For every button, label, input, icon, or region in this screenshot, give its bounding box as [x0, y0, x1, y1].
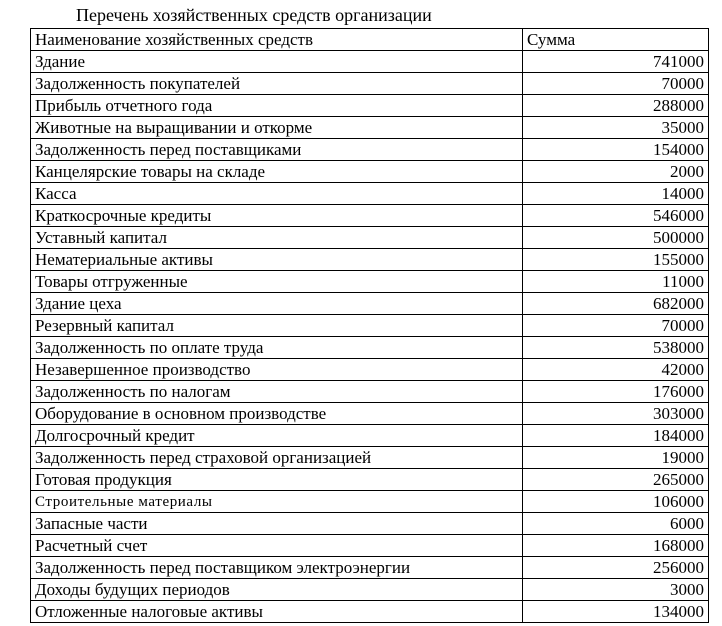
- row-amount: 70000: [523, 315, 709, 337]
- table-row: [31, 117, 709, 139]
- row-amount: 70000: [523, 73, 709, 95]
- row-name: Задолженность покупателей: [31, 73, 523, 95]
- row-amount: 303000: [523, 403, 709, 425]
- row-name: Задолженность по налогам: [31, 381, 523, 403]
- table-row: [31, 381, 709, 403]
- table-row: [31, 535, 709, 557]
- row-name: Задолженность по оплате труда: [31, 337, 523, 359]
- document-title: Перечень хозяйственных средств организации: [76, 5, 432, 25]
- row-name: Оборудование в основном производстве: [31, 403, 523, 425]
- table-row: [31, 579, 709, 601]
- row-amount: 741000: [523, 51, 709, 73]
- table-row: [31, 469, 709, 491]
- row-name: Краткосрочные кредиты: [31, 205, 523, 227]
- row-name: Животные на выращивании и откорме: [31, 117, 523, 139]
- row-amount: 538000: [523, 337, 709, 359]
- table-body: [31, 51, 709, 623]
- table-row: [31, 161, 709, 183]
- row-amount: 14000: [523, 183, 709, 205]
- row-name: Здание: [31, 51, 523, 73]
- row-amount: 3000: [523, 579, 709, 601]
- table-row: [31, 491, 709, 513]
- table-row: [31, 359, 709, 381]
- column-header-name: Наименование хозяйственных средств: [31, 29, 523, 51]
- row-amount: 256000: [523, 557, 709, 579]
- row-amount: 42000: [523, 359, 709, 381]
- row-name: Незавершенное производство: [31, 359, 523, 381]
- row-name: Долгосрочный кредит: [31, 425, 523, 447]
- row-amount: 106000: [523, 491, 709, 513]
- table-row: [31, 139, 709, 161]
- table-row: [31, 425, 709, 447]
- table-header-row: [31, 29, 709, 51]
- row-name: Здание цеха: [31, 293, 523, 315]
- row-name: Резервный капитал: [31, 315, 523, 337]
- row-amount: 265000: [523, 469, 709, 491]
- row-amount: 2000: [523, 161, 709, 183]
- row-name: Канцелярские товары на складе: [31, 161, 523, 183]
- table-row: [31, 513, 709, 535]
- row-amount: 155000: [523, 249, 709, 271]
- table-row: [31, 315, 709, 337]
- table-row: [31, 183, 709, 205]
- assets-table: [30, 28, 709, 623]
- row-name: Расчетный счет: [31, 535, 523, 557]
- row-amount: 154000: [523, 139, 709, 161]
- row-name: Уставный капитал: [31, 227, 523, 249]
- row-amount: 288000: [523, 95, 709, 117]
- row-name: Задолженность перед поставщиками: [31, 139, 523, 161]
- table-row: [31, 51, 709, 73]
- table-row: [31, 601, 709, 623]
- row-name: Задолженность перед поставщиком электроэнергии: [31, 557, 523, 579]
- row-amount: 134000: [523, 601, 709, 623]
- row-name: Задолженность перед страховой организацией: [31, 447, 523, 469]
- row-amount: 168000: [523, 535, 709, 557]
- row-amount: 11000: [523, 271, 709, 293]
- row-name: Нематериальные активы: [31, 249, 523, 271]
- row-name: Запасные части: [31, 513, 523, 535]
- table-row: [31, 447, 709, 469]
- row-amount: 176000: [523, 381, 709, 403]
- row-name: Отложенные налоговые активы: [31, 601, 523, 623]
- table-row: [31, 249, 709, 271]
- row-name: Товары отгруженные: [31, 271, 523, 293]
- table-row: [31, 271, 709, 293]
- row-name: Готовая продукция: [31, 469, 523, 491]
- row-amount: 184000: [523, 425, 709, 447]
- table-row: [31, 205, 709, 227]
- row-name: Доходы будущих периодов: [31, 579, 523, 601]
- table-row: [31, 293, 709, 315]
- table-row: [31, 557, 709, 579]
- column-header-amount: Сумма: [523, 29, 709, 51]
- table-row: [31, 337, 709, 359]
- row-amount: 35000: [523, 117, 709, 139]
- row-amount: 682000: [523, 293, 709, 315]
- table-row: [31, 227, 709, 249]
- row-name: Строительные материалы: [31, 491, 523, 513]
- table-row: [31, 403, 709, 425]
- row-amount: 546000: [523, 205, 709, 227]
- table-row: [31, 95, 709, 117]
- table-row: [31, 73, 709, 95]
- row-name: Прибыль отчетного года: [31, 95, 523, 117]
- row-name: Касса: [31, 183, 523, 205]
- row-amount: 19000: [523, 447, 709, 469]
- row-amount: 500000: [523, 227, 709, 249]
- row-amount: 6000: [523, 513, 709, 535]
